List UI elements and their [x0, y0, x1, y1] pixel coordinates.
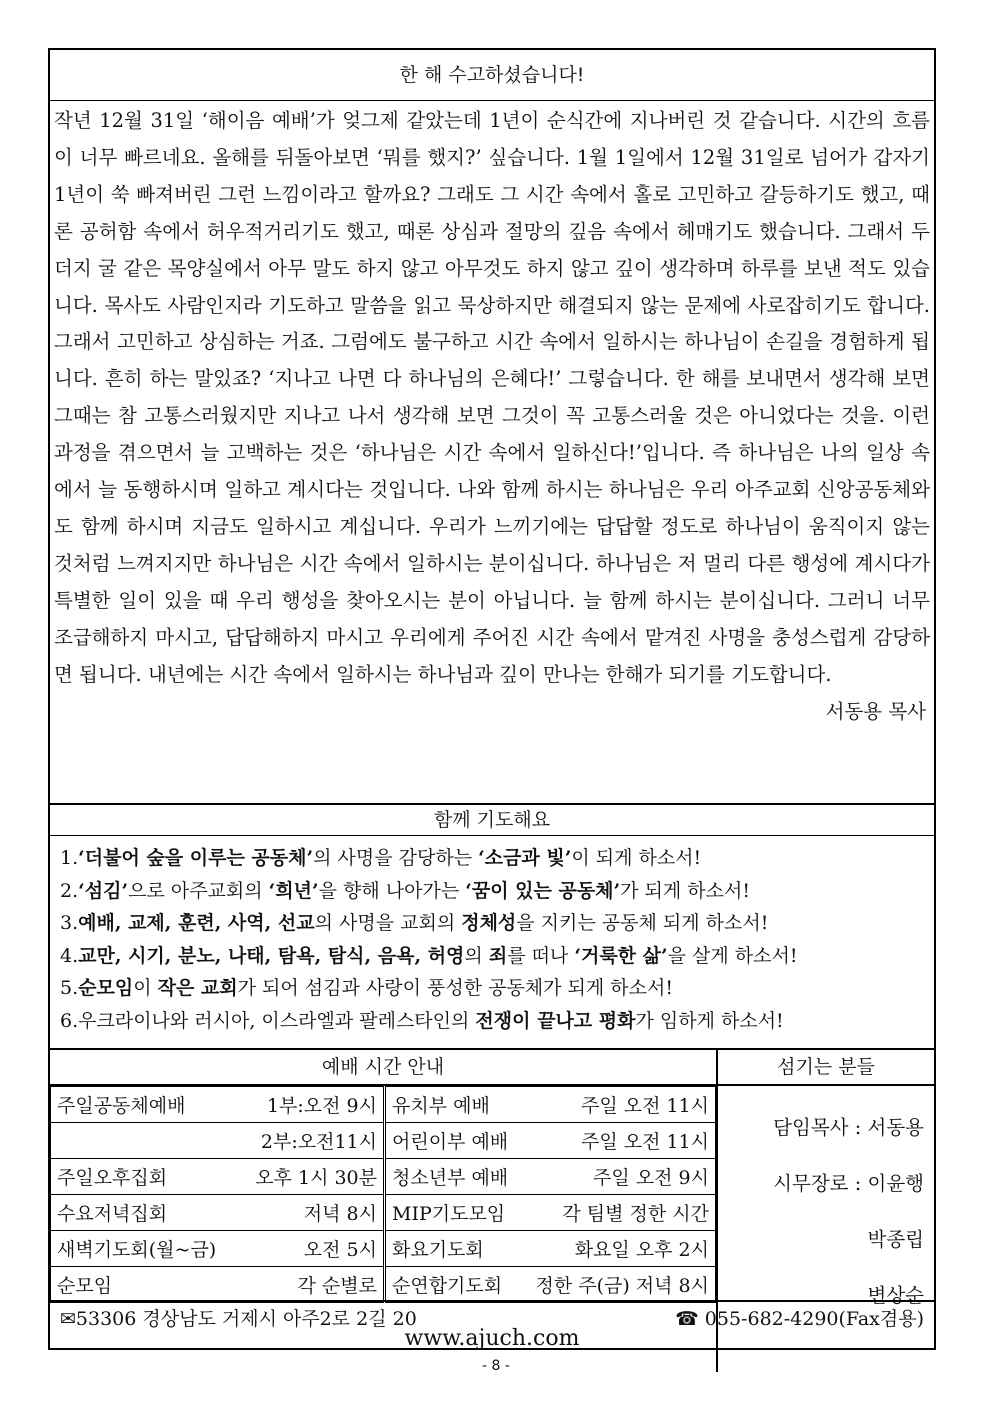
prayer-text: 를 떠나 — [507, 944, 575, 967]
staff-line: 박종립 — [867, 1228, 924, 1251]
mail-icon: ✉ — [60, 1308, 76, 1330]
prayer-text: ‘거룩한 삶’ — [574, 944, 668, 967]
prayer-text: 의 사명을 감당하는 — [313, 847, 479, 869]
service-name: 수요저녁집회 — [57, 1203, 168, 1225]
prayer-text: 의 — [464, 944, 489, 967]
staff-line: 변상순 — [867, 1284, 924, 1307]
page-number: - 8 - — [482, 1358, 510, 1374]
service-time: 정한 주(금) 저녁 8시 — [535, 1275, 709, 1297]
prayer-text: 죄 — [488, 944, 508, 967]
service-name: 청소년부 예배 — [392, 1167, 509, 1189]
prayer-text: ‘더불어 숲을 이루는 공동체’ — [78, 847, 314, 869]
essay-text: 작년 12월 31일 ‘해이음 예배’가 엊그제 같았는데 1년이 순식간에 지나버린 것 같습니다. 시간의 흐름이 너무 빠르네요. 올해를 뒤돌아보면 ‘뭐를 했지?’ 싶습니다. 1월 1일에서 12월 31일로 넘어가 갑자기 1년이 쑥 빠져버린 그런 느낌이라고 할까요? 그래도 그 시간 속에서 홀로 고민하고 갈등하기도 했고, 때론 공허함 속에서 허우적거리기도 했고, 때론 상심과 절망의 깊음 속에서 헤매기도 했습니다. 그래서 두더지 굴 같은 목양실에서 아무 말도 하지 않고 아무것도 하지 않고 깊이 생각하며 하루를 보낸 적도 있습니다. 목사도 사람인지라 기도하고 말씀을 읽고 묵상하지만 해결되지 않는 문제에 사로잡히기도 합니다. 그래서 고민하고 상심하는 거죠. 그럼에도 불구하고 시간 속에서 일하시는 하나님이 손길을 경험하게 됩니다. 흔히 하는 말있죠? ‘지나고 나면 다 하나님의 은혜다!’ 그렇습니다. 한 해를 보내면서 생각해 보면 그때는 참 고통스러웠지만 지나고 나서 생각해 보면 그것이 꼭 고통스러울 것은 아니었다는 것을. 이런 과정을 겪으면서 늘 고백하는 것은 ‘하나님은 시간 속에서 일하신다!’입니다. 즉 하나님은 나의 일상 속에서 늘 동행하시며 일하고 계시다는 것입니다. 나와 함께 하시는 하나님은 우리 아주교회 신앙공동체와도 함께 하시며 지금도 일하시고 계십니다. 우리가 느끼기에는 답답할 정도로 하나님이 움직이지 않는 것처럼 느껴지지만 하나님은 시간 속에서 일하시는 분이십니다. 하나님은 저 멀리 다른 행성에 계시다가 특별한 일이 있을 때 우리 행성을 찾아오시는 분이 아닙니다. 늘 함께 하시는 분이십니다. 그러니 너무 조급해하지 마시고, 답답해하지 마시고 우리에게 주어진 시간 속에서 맡겨진 사명을 충성스럽게 감당하면 됩니다. 내년에는 시간 속에서 일하시는 하나님과 깊이 만나는 한해가 되기를 기도합니다. — [54, 109, 930, 686]
prayer-text: 전쟁이 끝나고 평화 — [475, 1009, 636, 1032]
essay-author: 서동용 목사 — [825, 699, 926, 723]
staff-line: 시무장로 : 이윤행 — [773, 1172, 924, 1195]
prayer-item — [60, 875, 934, 908]
schedule-row — [51, 1267, 716, 1303]
schedule-cell — [51, 1267, 385, 1303]
service-time: 저녁 8시 — [303, 1203, 377, 1225]
prayer-text: 가 되게 하소서! — [620, 879, 750, 902]
schedule-row — [51, 1231, 716, 1267]
schedule-cell — [385, 1195, 716, 1231]
prayer-text: ‘소금과 빛’ — [478, 847, 572, 869]
prayer-text: 4. — [60, 944, 79, 967]
service-name: 순모임 — [57, 1275, 113, 1297]
prayer-title: 함께 기도해요 — [50, 805, 934, 836]
schedule-cell — [51, 1123, 385, 1159]
service-time: 화요일 오후 2시 — [574, 1239, 709, 1261]
service-time: 주일 오전 11시 — [580, 1095, 709, 1117]
schedule-row — [51, 1087, 716, 1123]
service-name: 어린이부 예배 — [392, 1131, 509, 1153]
service-name: 주일공동체예배 — [57, 1095, 186, 1117]
service-time: 2부:오전11시 — [260, 1131, 377, 1153]
staff-title: 섬기는 분들 — [718, 1050, 934, 1086]
prayer-text: 으로 아주교회의 — [128, 879, 269, 902]
prayer-text: 정체성 — [461, 912, 517, 934]
prayer-item — [60, 940, 934, 973]
prayer-text: 작은 교회 — [157, 977, 238, 999]
prayer-text: 1. — [60, 847, 79, 869]
service-name: 순연합기도회 — [392, 1275, 503, 1297]
schedule-cell — [385, 1087, 716, 1123]
service-name: 새벽기도회(월~금) — [57, 1239, 217, 1261]
prayer-text: 6.우크라이나와 러시아, 이스라엘과 팔레스타인의 — [60, 1009, 476, 1032]
bulletin-page — [48, 48, 936, 1350]
prayer-text: 가 되어 섬김과 사랑이 풍성한 공동체가 되게 하소서! — [237, 977, 673, 999]
service-time: 주일 오전 9시 — [593, 1167, 709, 1189]
service-time: 주일 오전 11시 — [580, 1131, 709, 1153]
prayer-text: 을 향해 나아가는 — [318, 879, 466, 902]
prayer-text: 을 살게 하소서! — [667, 944, 798, 967]
website-link[interactable]: www.ajuch.com — [404, 1326, 580, 1351]
prayer-text: 교만, 시기, 분노, 나태, 탐욕, 탐식, 음욕, 허영 — [78, 944, 465, 967]
staff-list — [718, 1086, 934, 1324]
schedule-cell — [51, 1195, 385, 1231]
prayer-text: ‘희년’ — [268, 879, 319, 902]
essay-title: 한 해 수고하셨습니다! — [50, 50, 934, 101]
prayer-item — [60, 1005, 934, 1038]
service-time: 각 순별로 — [297, 1275, 377, 1297]
prayer-item — [60, 842, 934, 875]
prayer-text: 3. — [60, 912, 79, 934]
schedule-cell — [51, 1087, 385, 1123]
footer — [50, 1300, 934, 1352]
prayer-item — [60, 907, 934, 940]
prayer-text: 가 임하게 하소서! — [635, 1009, 784, 1032]
service-time: 오후 1시 30분 — [255, 1167, 377, 1189]
schedule-cell — [385, 1267, 716, 1303]
prayer-text: ‘섬김’ — [78, 879, 129, 902]
prayer-text: 순모임 — [78, 977, 134, 999]
prayer-text: 이 — [133, 977, 158, 999]
essay-body — [50, 101, 934, 805]
schedule-table — [50, 1086, 716, 1303]
service-name: 화요기도회 — [392, 1239, 484, 1261]
phone-icon: ☎ — [675, 1308, 699, 1330]
prayer-text: ‘꿈이 있는 공동체’ — [465, 879, 621, 902]
schedule-cell — [385, 1231, 716, 1267]
prayer-list — [50, 836, 934, 1050]
prayer-text: 이 되게 하소서! — [571, 847, 702, 869]
schedule-row — [51, 1123, 716, 1159]
service-time: 1부:오전 9시 — [266, 1095, 377, 1117]
schedule-cell — [51, 1159, 385, 1195]
service-time: 오전 5시 — [303, 1239, 377, 1261]
service-name: 주일오후집회 — [57, 1167, 168, 1189]
address: 53306 경상남도 거제시 아주2로 2길 20 — [75, 1308, 417, 1330]
prayer-text: 예배, 교제, 훈련, 사역, 선교 — [78, 912, 315, 934]
phone-number: 055-682-4290(Fax겸용) — [704, 1308, 924, 1330]
service-time: 각 팀별 정한 시간 — [562, 1203, 709, 1225]
schedule-cell — [51, 1231, 385, 1267]
schedule-row — [51, 1159, 716, 1195]
prayer-text: 2. — [60, 879, 79, 902]
schedule-cell — [385, 1123, 716, 1159]
prayer-text: 5. — [60, 977, 79, 999]
staff-line: 담임목사 : 서동용 — [773, 1116, 924, 1139]
prayer-text: 을 지키는 공동체 되게 하소서! — [516, 912, 769, 934]
prayer-item — [60, 972, 934, 1005]
schedule-title: 예배 시간 안내 — [50, 1050, 716, 1086]
prayer-text: 의 사명을 교회의 — [314, 912, 462, 934]
schedule-row — [51, 1195, 716, 1231]
service-name: MIP기도모임 — [392, 1203, 506, 1225]
service-name: 유치부 예배 — [392, 1095, 490, 1117]
schedule-cell — [385, 1159, 716, 1195]
